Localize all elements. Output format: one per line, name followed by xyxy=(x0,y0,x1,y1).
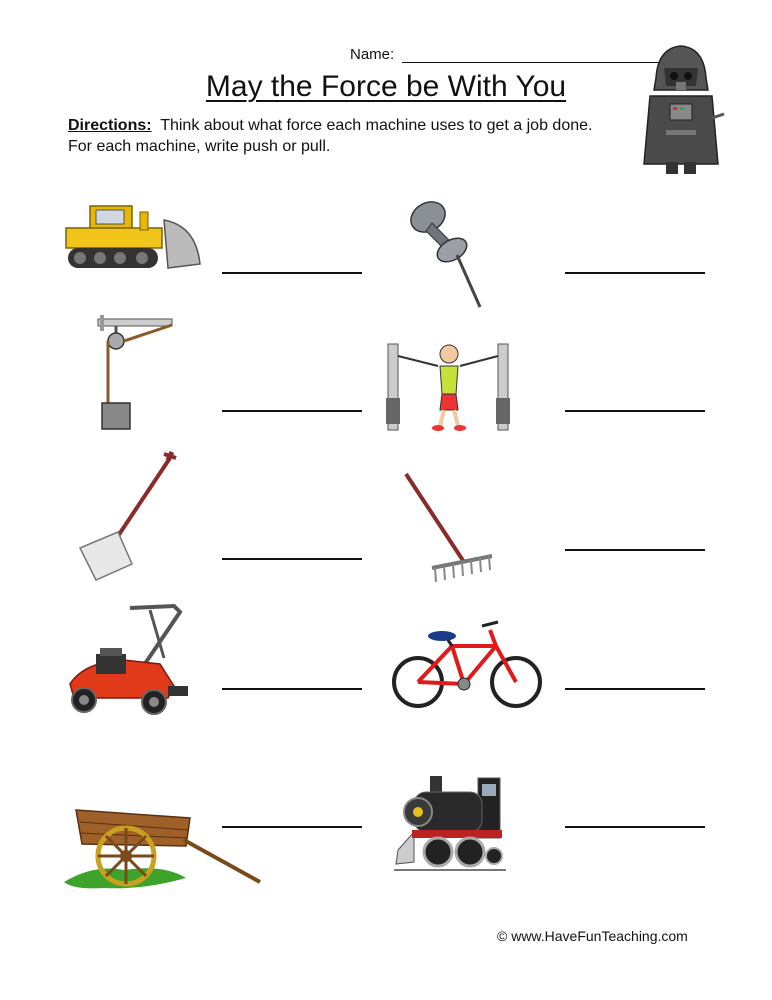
darth-vader-icon xyxy=(636,38,731,178)
pulley-icon xyxy=(96,315,176,435)
page-title: May the Force be With You xyxy=(205,70,567,103)
directions-text-line2: For each machine, write push or pull. xyxy=(68,138,331,155)
name-field[interactable] xyxy=(402,62,660,63)
directions-text-line1: Think about what force each machine uses to get a job done. xyxy=(160,117,593,134)
snow-shovel-icon xyxy=(72,448,184,582)
exercise-machine-icon xyxy=(384,338,514,433)
bulldozer-icon xyxy=(60,198,205,276)
answer-line-exercise-machine[interactable] xyxy=(565,410,705,412)
answer-line-rake[interactable] xyxy=(565,549,705,551)
copyright-footer: © www.HaveFunTeaching.com xyxy=(497,928,688,944)
answer-line-snow-shovel[interactable] xyxy=(222,558,362,560)
answer-line-bicycle[interactable] xyxy=(565,688,705,690)
answer-line-train[interactable] xyxy=(565,826,705,828)
answer-line-bulldozer[interactable] xyxy=(222,272,362,274)
rake-icon xyxy=(402,470,497,588)
name-label: Name: xyxy=(350,46,395,63)
train-icon xyxy=(394,772,506,880)
push-pin-icon xyxy=(402,195,492,313)
answer-line-pulley[interactable] xyxy=(222,410,362,412)
answer-line-push-pin[interactable] xyxy=(565,272,705,274)
directions xyxy=(68,115,628,157)
answer-line-lawn-mower[interactable] xyxy=(222,688,362,690)
answer-line-wagon[interactable] xyxy=(222,826,362,828)
bicycle-icon xyxy=(392,612,542,712)
wagon-icon xyxy=(64,800,264,890)
lawn-mower-icon xyxy=(64,602,189,720)
directions-label: Directions: xyxy=(68,117,152,134)
